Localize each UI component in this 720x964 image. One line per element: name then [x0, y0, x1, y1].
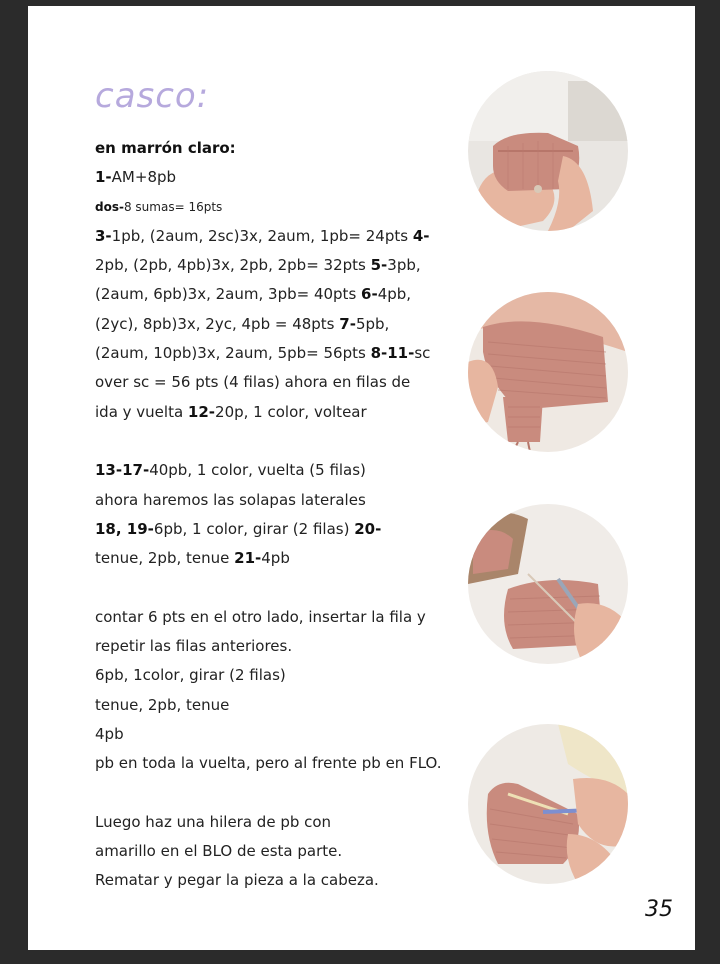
instruction-heading: en marrón claro: — [95, 139, 236, 157]
document-page — [28, 6, 695, 950]
instruction-row: 18, 19-6pb, 1 color, girar (2 filas) 20- — [95, 519, 382, 538]
page-number: 35 — [645, 897, 673, 922]
crochet-photo-4 — [468, 724, 628, 884]
instruction-row: 2pb, (2pb, 4pb)3x, 2pb, 2pb= 32pts 5-3pb, — [95, 256, 421, 275]
crochet-photo-2 — [468, 292, 628, 452]
instruction-row: 1-AM+8pb — [95, 168, 177, 187]
instruction-row: 4pb — [95, 724, 124, 743]
instruction-row: (2yc), 8pb)3x, 2yc, 4pb = 48pts 7-5pb, — [95, 314, 390, 333]
instruction-row: dos-8 sumas= 16pts — [95, 199, 223, 214]
instruction-row: 6pb, 1color, girar (2 filas) — [95, 666, 286, 685]
instruction-row: Luego haz una hilera de pb con — [95, 812, 332, 831]
spacer — [95, 427, 465, 456]
instruction-row: ahora haremos las solapas laterales — [95, 490, 366, 509]
instruction-row: 3-1pb, (2aum, 2sc)3x, 2aum, 1pb= 24pts 4- — [95, 226, 430, 245]
instruction-row: contar 6 pts en el otro lado, insertar la fila y — [95, 607, 426, 626]
instruction-row: over sc = 56 pts (4 filas) ahora en filas de — [95, 373, 411, 392]
spacer — [95, 779, 465, 808]
instruction-row: repetir las filas anteriores. — [95, 637, 293, 656]
spacer — [95, 573, 465, 602]
instruction-row: Rematar y pegar la pieza a la cabeza. — [95, 871, 379, 890]
crochet-photo-3 — [468, 504, 628, 664]
instruction-row: tenue, 2pb, tenue — [95, 695, 230, 714]
instruction-row: pb en toda la vuelta, pero al frente pb en FLO. — [95, 754, 442, 773]
instruction-row: (2aum, 6pb)3x, 2aum, 3pb= 40pts 6-4pb, — [95, 285, 412, 304]
instruction-row: tenue, 2pb, tenue 21-4pb — [95, 549, 290, 568]
crochet-photo-1 — [468, 71, 628, 231]
pattern-instructions — [95, 134, 465, 896]
instruction-row: amarillo en el BLO de esta parte. — [95, 842, 343, 861]
page-title: casco: — [95, 76, 210, 116]
instruction-row: (2aum, 10pb)3x, 2aum, 5pb= 56pts 8-11-sc — [95, 344, 431, 363]
instruction-row: 13-17-40pb, 1 color, vuelta (5 filas) — [95, 461, 366, 480]
instruction-row: ida y vuelta 12-20p, 1 color, voltear — [95, 402, 367, 421]
